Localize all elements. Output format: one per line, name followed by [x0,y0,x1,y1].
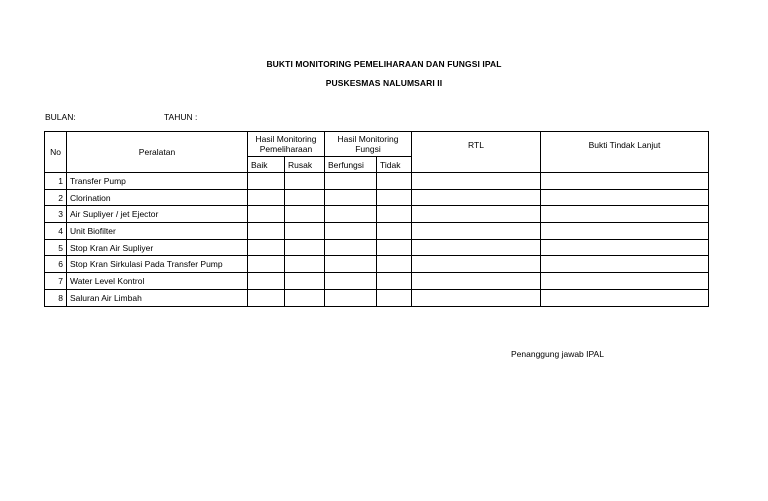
cell-tidak[interactable] [377,223,412,240]
cell-rtl[interactable] [412,223,541,240]
table-row [45,173,709,190]
cell-berfungsi[interactable] [325,173,377,190]
cell-baik[interactable] [248,289,285,306]
cell-tidak[interactable] [377,173,412,190]
cell-baik[interactable] [248,173,285,190]
cell-baik[interactable] [248,223,285,240]
header-hasil-pemeliharaan: Hasil Monitoring Pemeliharaan [248,132,325,157]
document-title: BUKTI MONITORING PEMELIHARAAN DAN FUNGSI IPAL [266,59,502,69]
row-item: Water Level Kontrol [67,273,248,290]
table-row [45,239,709,256]
row-number: 8 [45,289,67,306]
cell-rusak[interactable] [285,223,325,240]
cell-berfungsi[interactable] [325,289,377,306]
cell-rusak[interactable] [285,273,325,290]
row-item: Air Supliyer / jet Ejector [67,206,248,223]
cell-bukti[interactable] [541,256,709,273]
cell-tidak[interactable] [377,256,412,273]
cell-baik[interactable] [248,206,285,223]
cell-baik[interactable] [248,239,285,256]
header-rusak: Rusak [285,157,325,173]
cell-berfungsi[interactable] [325,256,377,273]
cell-rtl[interactable] [412,273,541,290]
cell-berfungsi[interactable] [325,239,377,256]
cell-rtl[interactable] [412,239,541,256]
row-number: 2 [45,189,67,206]
cell-bukti[interactable] [541,173,709,190]
row-number: 7 [45,273,67,290]
table-row [45,256,709,273]
cell-bukti[interactable] [541,189,709,206]
cell-rusak[interactable] [285,173,325,190]
table-row [45,223,709,240]
cell-tidak[interactable] [377,239,412,256]
header-tidak: Tidak [377,157,412,173]
row-item: Clorination [67,189,248,206]
cell-tidak[interactable] [377,289,412,306]
cell-bukti[interactable] [541,223,709,240]
cell-tidak[interactable] [377,189,412,206]
row-number: 6 [45,256,67,273]
cell-bukti[interactable] [541,289,709,306]
row-item: Stop Kran Sirkulasi Pada Transfer Pump [67,256,248,273]
row-item: Stop Kran Air Supliyer [67,239,248,256]
row-number: 5 [45,239,67,256]
table-row [45,189,709,206]
cell-bukti[interactable] [541,206,709,223]
cell-baik[interactable] [248,189,285,206]
header-berfungsi: Berfungsi [325,157,377,173]
tahun-label: TAHUN : [164,112,198,122]
row-number: 1 [45,173,67,190]
row-item: Saluran Air Limbah [67,289,248,306]
cell-berfungsi[interactable] [325,189,377,206]
row-number: 3 [45,206,67,223]
cell-rusak[interactable] [285,289,325,306]
bulan-label: BULAN: [45,112,76,122]
cell-baik[interactable] [248,256,285,273]
cell-rtl[interactable] [412,206,541,223]
cell-berfungsi[interactable] [325,206,377,223]
table-row [45,289,709,306]
table-row [45,206,709,223]
cell-rtl[interactable] [412,289,541,306]
row-number: 4 [45,223,67,240]
header-hasil-fungsi: Hasil Monitoring Fungsi [325,132,412,157]
cell-baik[interactable] [248,273,285,290]
cell-rusak[interactable] [285,206,325,223]
cell-rtl[interactable] [412,256,541,273]
document-subtitle: PUSKESMAS NALUMSARI II [325,78,443,88]
cell-rtl[interactable] [412,173,541,190]
signature-label: Penanggung jawab IPAL [511,349,604,359]
cell-bukti[interactable] [541,239,709,256]
monitoring-table [44,131,709,307]
cell-berfungsi[interactable] [325,273,377,290]
table-row [45,273,709,290]
row-item: Transfer Pump [67,173,248,190]
header-no: No [45,132,67,173]
cell-tidak[interactable] [377,273,412,290]
header-peralatan: Peralatan [67,132,248,173]
cell-tidak[interactable] [377,206,412,223]
row-item: Unit Biofilter [67,223,248,240]
cell-rtl[interactable] [412,189,541,206]
header-baik: Baik [248,157,285,173]
header-bukti: Bukti Tindak Lanjut [541,132,709,173]
cell-rusak[interactable] [285,256,325,273]
cell-rusak[interactable] [285,239,325,256]
cell-berfungsi[interactable] [325,223,377,240]
header-rtl: RTL [412,132,541,173]
cell-rusak[interactable] [285,189,325,206]
cell-bukti[interactable] [541,273,709,290]
